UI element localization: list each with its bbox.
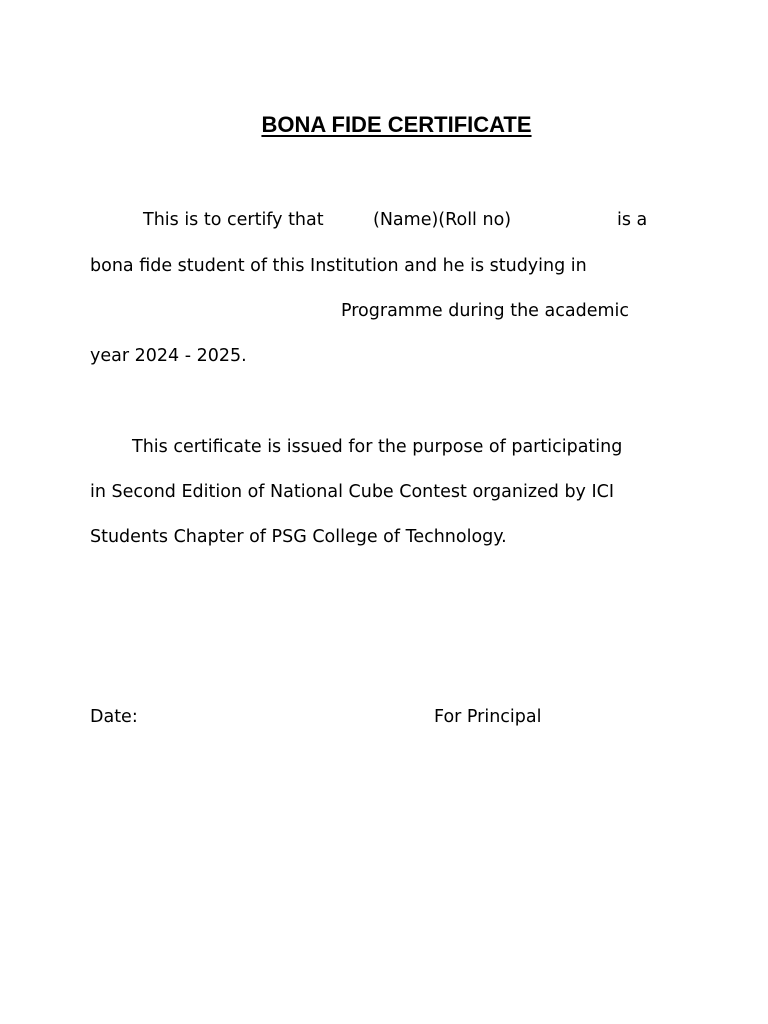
organizer-line: Students Chapter of PSG College of Technology. (90, 527, 507, 547)
certify-text: This is to certify that (143, 210, 324, 230)
student-line: bona fide student of this Institution and he is studying in (90, 256, 587, 276)
signatory-label: For Principal (434, 707, 542, 727)
certificate-title: BONA FIDE CERTIFICATE (261, 112, 532, 137)
programme-line: Programme during the academic (341, 301, 629, 321)
is-a-text: is a (617, 210, 648, 230)
contest-line: in Second Edition of National Cube Contest organized by ICI (90, 482, 615, 502)
date-label: Date: (90, 707, 138, 727)
academic-year-line: year 2024 - 2025. (90, 346, 247, 366)
name-rollno-placeholder: (Name)(Roll no) (373, 210, 512, 230)
purpose-line: This certificate is issued for the purpose of participating (132, 437, 623, 457)
